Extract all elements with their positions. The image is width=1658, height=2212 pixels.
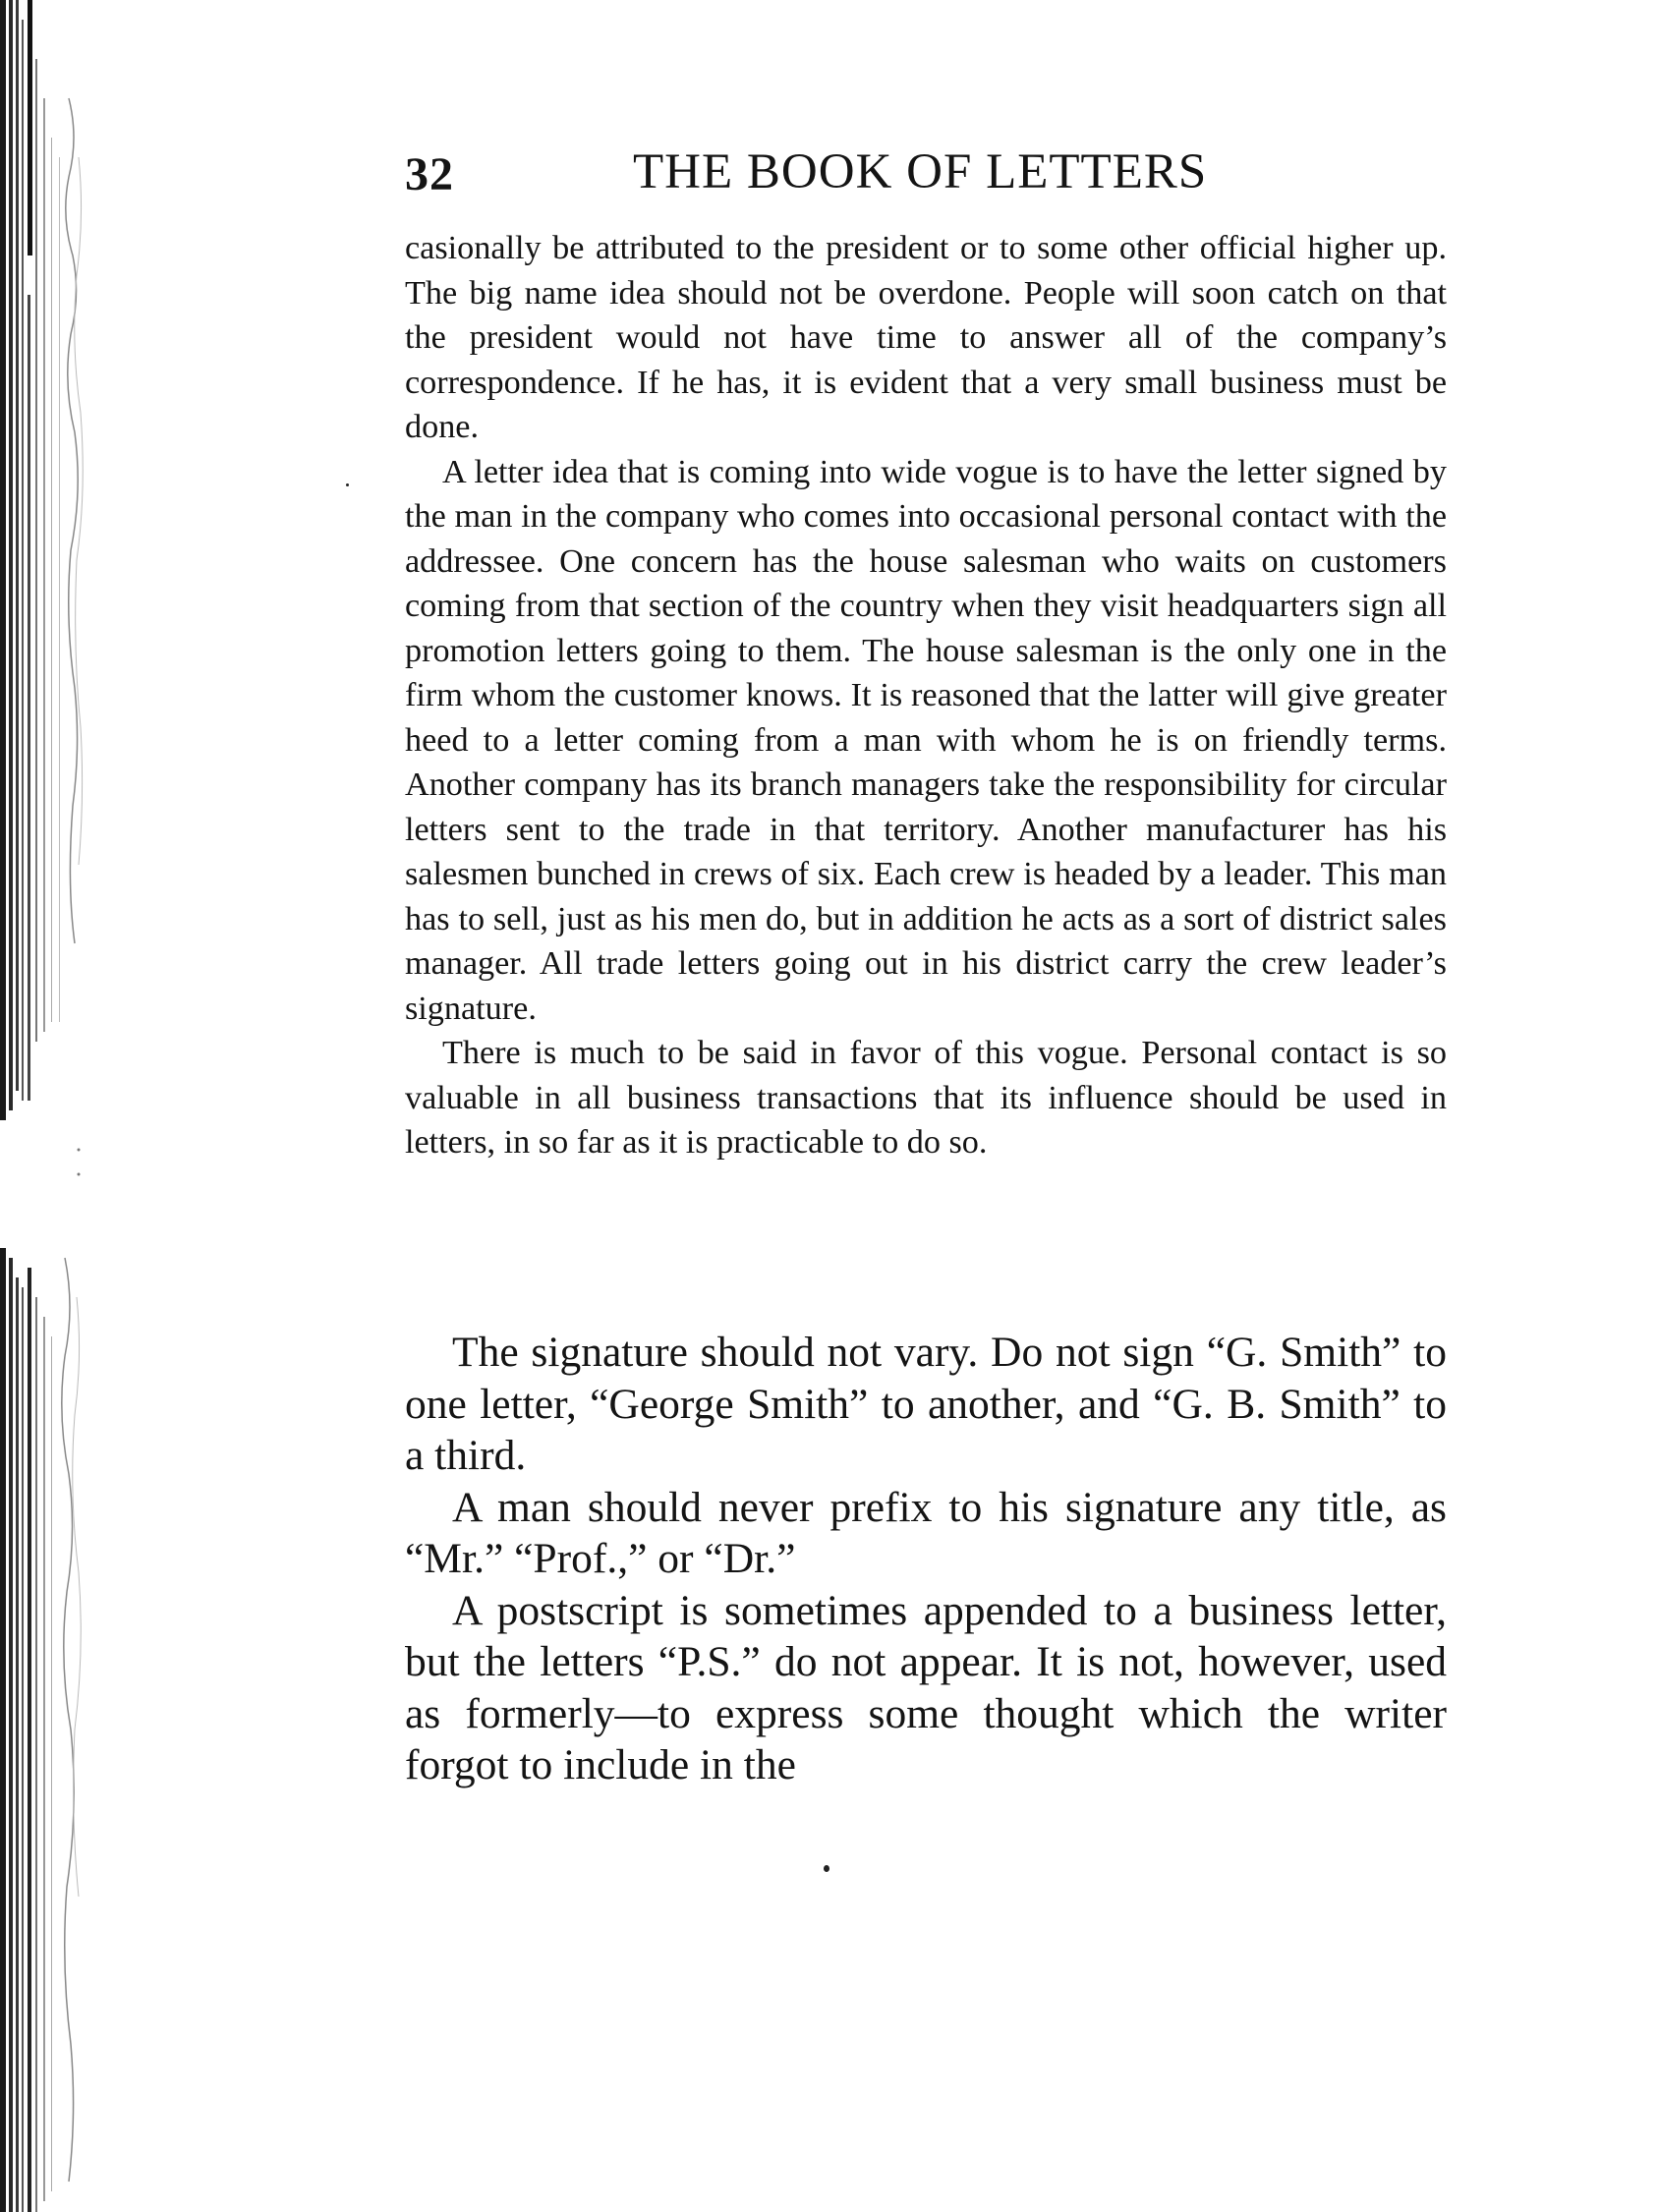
main-text-block: [405, 226, 1447, 1165]
running-title: THE BOOK OF LETTERS: [633, 144, 1208, 199]
paragraph: The signature should not vary. Do not sign “G. Smith” to one letter, “George Smith” to another, and “G. B. Smith” to a third.: [405, 1329, 1447, 1479]
paragraph-continued: casionally be attributed to the president or to some other official higher up. The big name idea should not be overdone. People will soon catch on that the president would not have time to answer all of the company’s correspondence. If he has, it is evident that a very small business must be done.: [405, 230, 1447, 445]
binding-edge-artifact: [0, 0, 93, 2212]
scan-speck: [824, 1865, 829, 1872]
paragraph: There is much to be said in favor of this vogue. Personal contact is so valuable in all business transactions that its influence should be used in letters, in so far as it is practicable to do so.: [405, 1035, 1447, 1161]
paragraph: A man should never prefix to his signature any title, as “Mr.” “Prof.,” or “Dr.”: [405, 1483, 1447, 1582]
scan-speck: [346, 483, 349, 486]
running-header: [405, 138, 1447, 216]
page-number: 32: [405, 148, 454, 200]
paragraph: A letter idea that is coming into wide vogue is to have the letter signed by the man in the company who comes into occasional personal contact with the addressee. One concern has the house salesman who waits on customers coming from that section of the country when they visit headquarters sign all promotion letters going to them. The house salesman is the only one in the firm whom the customer knows. It is reasoned that the latter will give greater heed to a letter coming from a man with whom he is on friendly terms. Another company has its branch managers take the responsibility for circular letters sent to the trade in that territory. Another manufacturer has his salesmen bunched in crews of six. Each crew is headed by a leader. This man has to sell, just as his men do, but in addition he acts as a sort of district sales manager. All trade letters going out in his district carry the crew leader’s signature.: [405, 453, 1447, 1027]
paragraph: A postscript is sometimes appended to a business letter, but the letters “P.S.” do not appear. It is not, however, used as formerly—to express some thought which the writer forgot to include in the: [405, 1586, 1447, 1788]
large-text-block: [405, 1327, 1447, 1791]
